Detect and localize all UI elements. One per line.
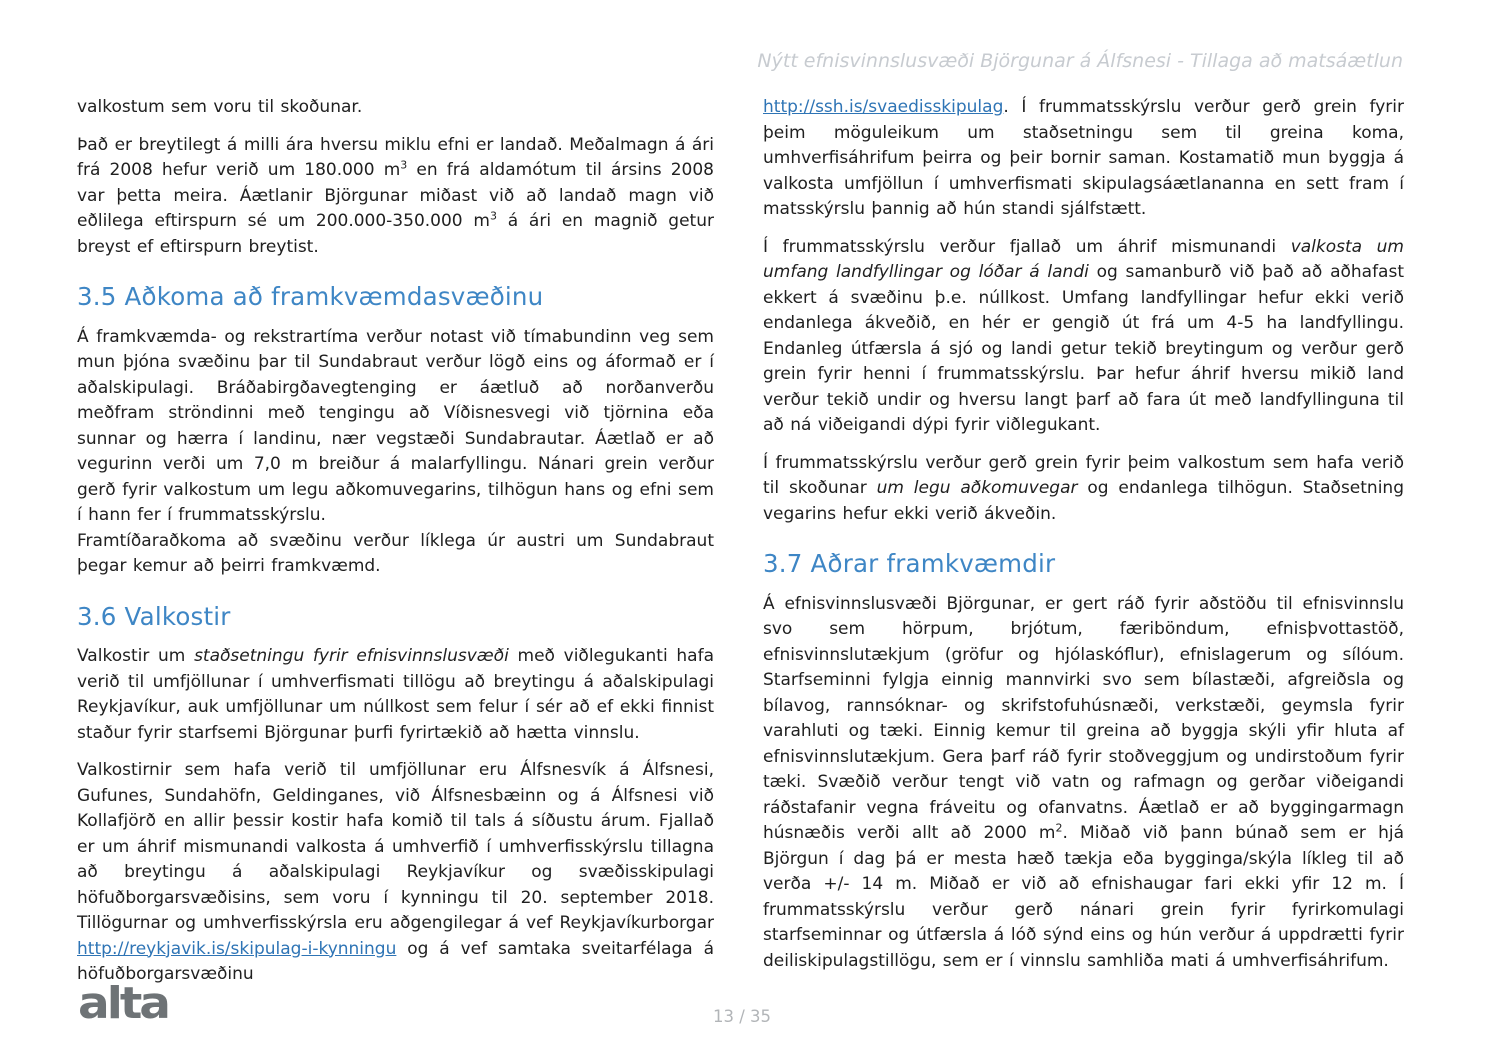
superscript: 3 [489, 209, 497, 223]
section-heading: 3.7 Aðrar framkvæmdir [763, 549, 1056, 578]
emphasis-text: staðsetningu fyrir efnisvinnslusvæði [194, 646, 509, 666]
paragraph: Framtíðaraðkoma að svæðinu verður líklega úr austri um Sundabraut þegar kemur að þeirri framkvæmd. [77, 530, 714, 576]
paragraph: Valkostir um staðsetningu fyrir efnisvinnslusvæði með viðlegukanti hafa verið til umfjöllunar í umhverfismati tillögu að breytingu á aðalskipulagi Reykjavíkur, auk umfjöllunar um núllkost sem felur í sér að ef ekki finnist staður fyrir starfsemi Björgunar þurfi fyrirtækið að hætta vinnslu. [77, 646, 714, 743]
page-number: 13 / 35 [712, 1007, 772, 1026]
superscript: 2 [1055, 821, 1063, 835]
section-heading: 3.5 Aðkoma að framkvæmdasvæðinu [77, 282, 544, 311]
paragraph: Það er breytilegt á milli ára hversu miklu efni er landað. Meðalmagn á ári frá 2008 hefur verið um 180.000 $m^3$ en frá aldamótum til ársins 2008 var þetta meira. Áætlanir Björgunar miðast við að landað magn við eðlilega eftirspurn sé um 200.000-350.000 $m^3$ á ári en magnið getur breyst ef eftirspurn breytist. [77, 134, 714, 257]
hyperlink[interactable]: http://ssh.is/svaedisskipulag [763, 97, 1004, 117]
paragraph: http://ssh.is/svaedisskipulag. Í frummatsskýrslu verður gerð grein fyrir þeim möguleikum um staðsetningu sem til greina koma, umhverfisáhrifum þeirra og þeir bornir saman. Kostamatið mun byggja á valkosta umfjöllun í umhverfismati skipulagsáætlananna en sett fram í matsskýrslu þannig að hún standi sjálfstætt. [763, 97, 1404, 219]
paragraph: Í frummatsskýrslu verður gerð grein fyrir þeim valkostum sem hafa verið til skoðunar um legu aðkomuvegar og endanlega tilhögun. Staðsetning vegarins hefur ekki verið ákveðin. [763, 452, 1404, 524]
paragraph: valkostum sem voru til skoðunar. [77, 97, 363, 117]
section-heading: 3.6 Valkostir [77, 601, 231, 631]
running-header-title: Nýtt efnisvinnslusvæði Björgunar á Álfsnesi - Tillaga að matsáætlun [757, 50, 1403, 72]
paragraph: Valkostirnir sem hafa verið til umfjöllunar eru Álfsnesvík á Álfsnesi, Gufunes, Sundahöfn, Geldinganes, við Álfsnesbæinn og á Álfsnesi við Kollafjörð en allir þessir kostir hafa komið til tals á síðustu árum. Fjallað er um áhrif mismunandi valkosta á umhverfið í umhverfisskýrslu tillagna að breytingu á aðalskipulagi Reykjavíkur og svæðisskipulagi höfuðborgarsvæðisins, sem voru í kynningu til 20. september 2018. Tillögurnar og umhverfisskýrsla eru aðgengilegar á vef Reykjavíkurborgar http://reykjavik.is/skipulag-i-kynningu og á vef samtaka sveitarfélaga á höfuðborgarsvæðinu [77, 760, 714, 984]
hyperlink[interactable]: http://reykjavik.is/skipulag-i-kynningu [77, 938, 397, 959]
right-text-column [763, 95, 1404, 986]
emphasis-text: um legu aðkomuvegar [876, 478, 1078, 498]
alta-logo: alta [78, 978, 169, 1029]
paragraph: Í frummatsskýrslu verður fjallað um áhrif mismunandi valkosta um umfang landfyllingar og lóðar á landi og samanburð við það að aðhafast ekkert á svæðinu þ.e. núllkost. Umfang landfyllingar hefur ekki verið endanlega ákveðið, en hér er gengið út frá um 4-5 ha landfyllingu. Endanleg útfærsla á sjó og landi getur tekið breytingum og verður gerð grein fyrir henni í frummatsskýrslu. Þar hefur áhrif hversu mikið land verður tekið undir og hversu langt þarf að fara út með landfyllinguna til að ná viðeigandi dýpi fyrir viðlegukant. [763, 236, 1404, 435]
paragraph: Á efnisvinnslusvæði Björgunar, er gert ráð fyrir aðstöðu til efnisvinnslu svo sem hörpum, brjótum, færiböndum, efnisþvottastöð, efnisvinnslutækjum (gröfur og hjólaskóflur), efnislagerum og sílóum. Starfseminni fylgja einnig mannvirki svo sem bílastæði, afgreiðsla og bílavog, rannsóknar- og skrifstofuhúsnæði, verkstæði, geymsla fyrir varahluti og tæki. Einnig kemur til greina að byggja skýli yfir hluta af efnisvinnslutækjum. Gera þarf ráð fyrir stoðveggjum og undirstoðum fyrir tæki. Svæðið verður tengt við vatn og rafmagn og gerðar viðeigandi ráðstafanir vegna fráveitu og ofanvatns. Áætlað er að byggingarmagn húsnæðis verði allt að 2000 $m^2$. Miðað við þann búnað sem er hjá Björgun í dag þá er mesta hæð tækja eða bygginga/skýla líkleg til að verða +/- 14 m. Miðað er við að efnishaugar fari ekki yfir 12 m. Í frummatsskýrslu verður gerð nánari grein fyrir fyrirkomulagi starfseminnar og útfærsla á lóð sýnd eins og hún verður á uppdrætti fyrir deiliskipulagstillögu, sem er í vinnslu samhliða mati á umhverfisáhrifum. [763, 593, 1404, 971]
superscript: 3 [400, 158, 408, 172]
left-text-column [77, 95, 714, 1000]
emphasis-text: valkosta um umfang landfyllingar og lóðar á landi [763, 236, 1404, 282]
paragraph: Á framkvæmda- og rekstrartíma verður notast við tímabundinn veg sem mun þjóna svæðinu þar til Sundabraut verður lögð eins og áformað er í aðalskipulagi. Bráðabirgðavegtenging er áætluð að norðanverðu meðfram ströndinni með tengingu að Víðisnesvegi við tjörnina eða sunnar og hærra í landinu, nær vegstæði Sundabrautar. Áætlað er að vegurinn verði um 7,0 m breiður á malarfyllingu. Nánari grein verður gerð fyrir valkostum um legu aðkomuvegarins, tilhögun hans og efni sem í hann fer í frummatsskýrslu. [77, 326, 714, 525]
